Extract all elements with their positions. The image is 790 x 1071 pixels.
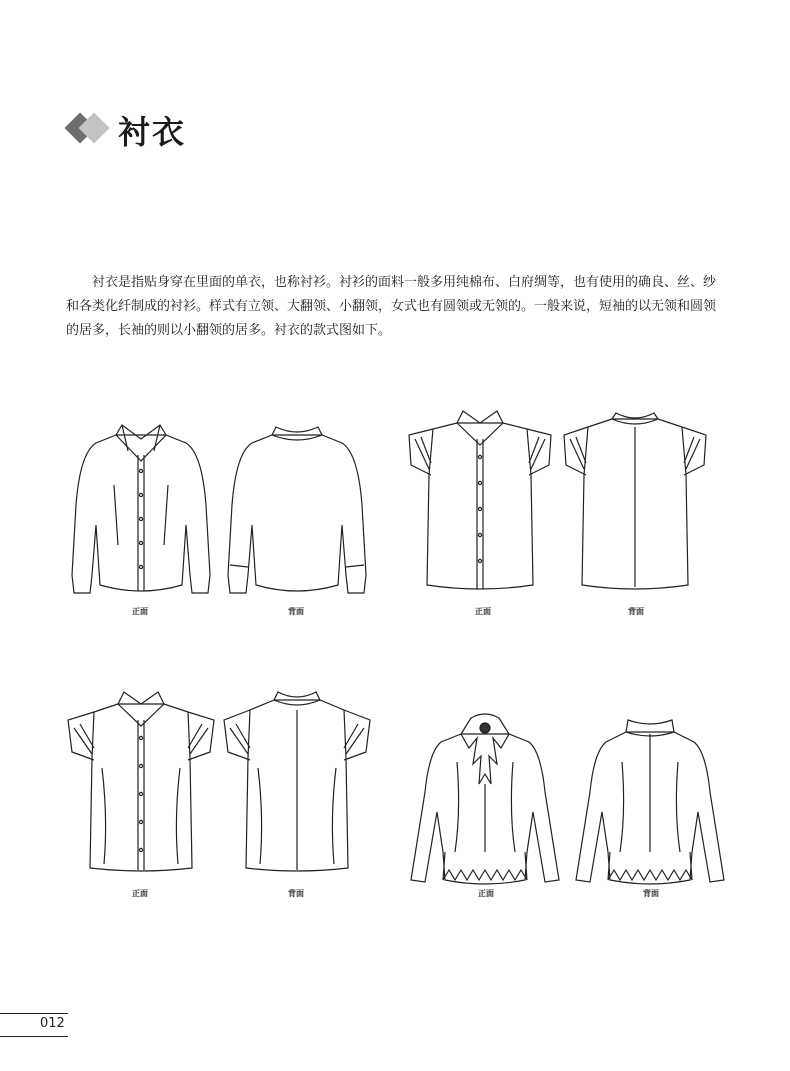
shirt3-front-illustration <box>66 688 216 878</box>
shirt2-front-illustration <box>405 405 555 595</box>
shirt4-back-label: 背面 <box>643 889 659 898</box>
shirt3-front-label: 正面 <box>132 889 148 898</box>
page-number: 012 <box>40 1016 65 1031</box>
shirt1-back-illustration <box>222 415 372 600</box>
shirt2-front-label: 正面 <box>475 607 491 616</box>
shirt4-front-label: 正面 <box>478 889 494 898</box>
intro-paragraph: 衬衣是指贴身穿在里面的单衣，也称衬衫。衬衫的面料一般多用纯棉布、白府绸等，也有使用的确良、丝、纱和各类化纤制成的衬衫。样式有立领、大翻领、小翻领，女式也有圆领或无领的。一般来说，短袖的以无领和圆领的居多，长袖的则以小翻领的居多。衬衣的款式图如下。 <box>66 275 717 338</box>
section-title: 衬衣 <box>118 113 187 151</box>
shirt3-back-label: 背面 <box>288 889 304 898</box>
shirt1-back-label: 背面 <box>288 607 304 616</box>
shirt4-front-illustration <box>405 712 565 887</box>
shirt3-back-illustration <box>222 688 372 878</box>
shirt1-front-label: 正面 <box>132 607 148 616</box>
shirt4-back-illustration <box>570 712 730 887</box>
section-header <box>66 108 186 152</box>
shirt2-back-illustration <box>560 405 710 595</box>
shirt2-back-label: 背面 <box>628 607 644 616</box>
diamond-icon <box>66 108 110 152</box>
shirt1-front-illustration <box>66 415 216 600</box>
